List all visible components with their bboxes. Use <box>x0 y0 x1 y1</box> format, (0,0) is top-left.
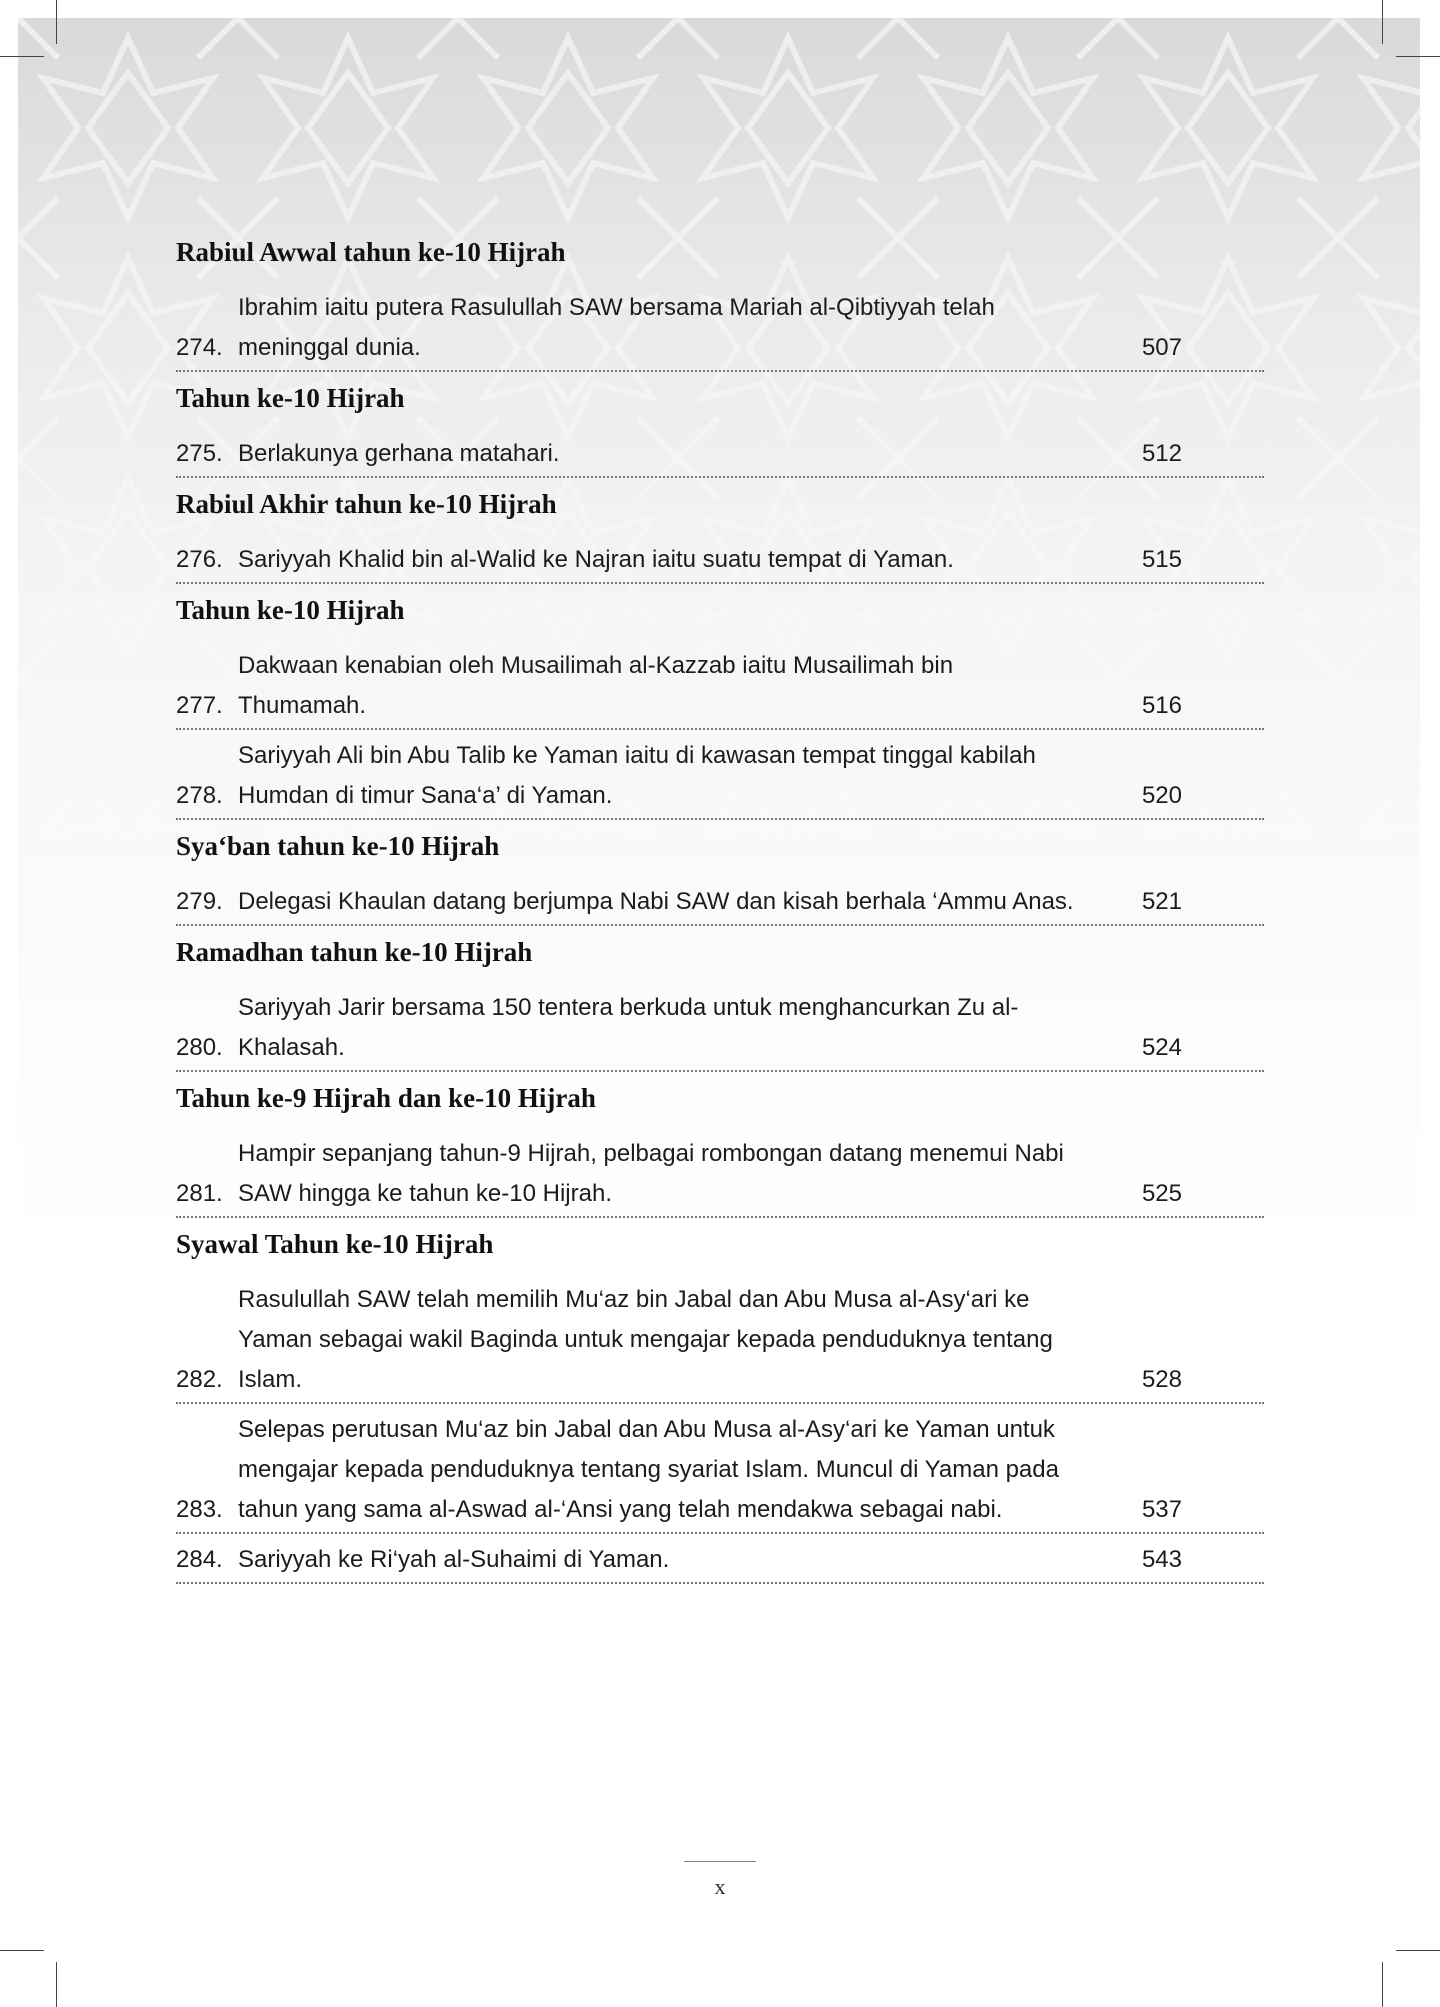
entry-title: Hampir sepanjang tahun-9 Hijrah, pelbagai rombongan datang menemui Nabi SAW hingga ke tahun ke-10 Hijrah. <box>238 1140 1064 1207</box>
entry-page-number: 521 <box>1141 888 1182 915</box>
entry-page-number: 525 <box>1141 1180 1182 1207</box>
section-heading: Tahun ke-10 Hijrah <box>176 383 405 413</box>
entry-number: 278. <box>176 782 223 809</box>
entry-title: Selepas perutusan Mu‘az bin Jabal dan Abu Musa al-Asy‘ari ke Yaman untuk mengajar kepada penduduknya tentang syariat Islam. Muncul di Yaman pada tahun yang sama al-Aswad al-‘Ansi yang telah mendakwa sebagai nabi. <box>238 1416 1059 1523</box>
crop-mark <box>0 56 44 57</box>
toc-entry[interactable] <box>176 1534 1264 1584</box>
footer-rule <box>684 1861 756 1862</box>
entry-page-number: 528 <box>1141 1366 1182 1393</box>
entry-page-number: 516 <box>1141 692 1182 719</box>
toc-entry[interactable] <box>176 282 1264 372</box>
entry-title: Sariyyah Khalid bin al-Walid ke Najran iaitu suatu tempat di Yaman. <box>238 546 954 573</box>
entry-page-number: 524 <box>1141 1034 1182 1061</box>
toc-entry[interactable] <box>176 640 1264 730</box>
entry-page-number: 512 <box>1141 440 1182 467</box>
entry-title: Sariyyah Jarir bersama 150 tentera berkuda untuk menghancurkan Zu al-Khalasah. <box>238 994 1019 1061</box>
crop-mark <box>56 1962 57 2007</box>
table-of-contents <box>176 226 1264 1584</box>
entry-number: 280. <box>176 1034 223 1061</box>
entry-title: Sariyyah ke Ri‘yah al-Suhaimi di Yaman. <box>238 1546 670 1573</box>
entry-page-number: 543 <box>1141 1546 1182 1573</box>
entry-title: Rasulullah SAW telah memilih Mu‘az bin Jabal dan Abu Musa al-Asy‘ari ke Yaman sebagai wakil Baginda untuk mengajar kepada penduduknya tentang Islam. <box>238 1286 1053 1393</box>
toc-entry[interactable] <box>176 1274 1264 1404</box>
entry-number: 284. <box>176 1546 223 1573</box>
page-number: x <box>714 1874 726 1899</box>
entry-number: 277. <box>176 692 223 719</box>
crop-mark <box>1382 1962 1383 2007</box>
toc-entry[interactable] <box>176 1128 1264 1218</box>
toc-entry[interactable] <box>176 534 1264 584</box>
section-heading: Syawal Tahun ke-10 Hijrah <box>176 1229 494 1259</box>
crop-mark <box>1396 56 1440 57</box>
entry-number: 282. <box>176 1366 223 1393</box>
entry-number: 276. <box>176 546 223 573</box>
entry-page-number: 537 <box>1141 1496 1182 1523</box>
crop-mark <box>0 1950 44 1951</box>
entry-title: Berlakunya gerhana matahari. <box>238 440 560 467</box>
section-heading: Ramadhan tahun ke-10 Hijrah <box>176 937 533 967</box>
toc-entry[interactable] <box>176 876 1264 926</box>
entry-number: 283. <box>176 1496 223 1523</box>
section-heading: Tahun ke-10 Hijrah <box>176 595 405 625</box>
toc-entry[interactable] <box>176 982 1264 1072</box>
toc-entry[interactable] <box>176 730 1264 820</box>
entry-number: 279. <box>176 888 223 915</box>
entry-number: 274. <box>176 334 223 361</box>
toc-entry[interactable] <box>176 1404 1264 1534</box>
toc-entry[interactable] <box>176 428 1264 478</box>
crop-mark <box>1396 1950 1440 1951</box>
section-heading: Rabiul Awwal tahun ke-10 Hijrah <box>176 237 566 267</box>
entry-title: Delegasi Khaulan datang berjumpa Nabi SAW dan kisah berhala ‘Ammu Anas. <box>238 888 1074 915</box>
entry-title: Sariyyah Ali bin Abu Talib ke Yaman iaitu di kawasan tempat tinggal kabilah Humdan di timur Sana‘a’ di Yaman. <box>238 742 1036 809</box>
section-heading: Rabiul Akhir tahun ke-10 Hijrah <box>176 489 557 519</box>
entry-page-number: 515 <box>1141 546 1182 573</box>
crop-mark <box>1382 0 1383 44</box>
section-heading: Sya‘ban tahun ke-10 Hijrah <box>176 831 500 861</box>
entry-title: Ibrahim iaitu putera Rasulullah SAW bersama Mariah al-Qibtiyyah telah meninggal dunia. <box>238 294 995 361</box>
entry-number: 281. <box>176 1180 223 1207</box>
section-heading: Tahun ke-9 Hijrah dan ke-10 Hijrah <box>176 1083 596 1113</box>
crop-mark <box>56 0 57 44</box>
entry-title: Dakwaan kenabian oleh Musailimah al-Kazzab iaitu Musailimah bin Thumamah. <box>238 652 954 719</box>
entry-page-number: 520 <box>1141 782 1182 809</box>
entry-number: 275. <box>176 440 223 467</box>
entry-page-number: 507 <box>1141 334 1182 361</box>
